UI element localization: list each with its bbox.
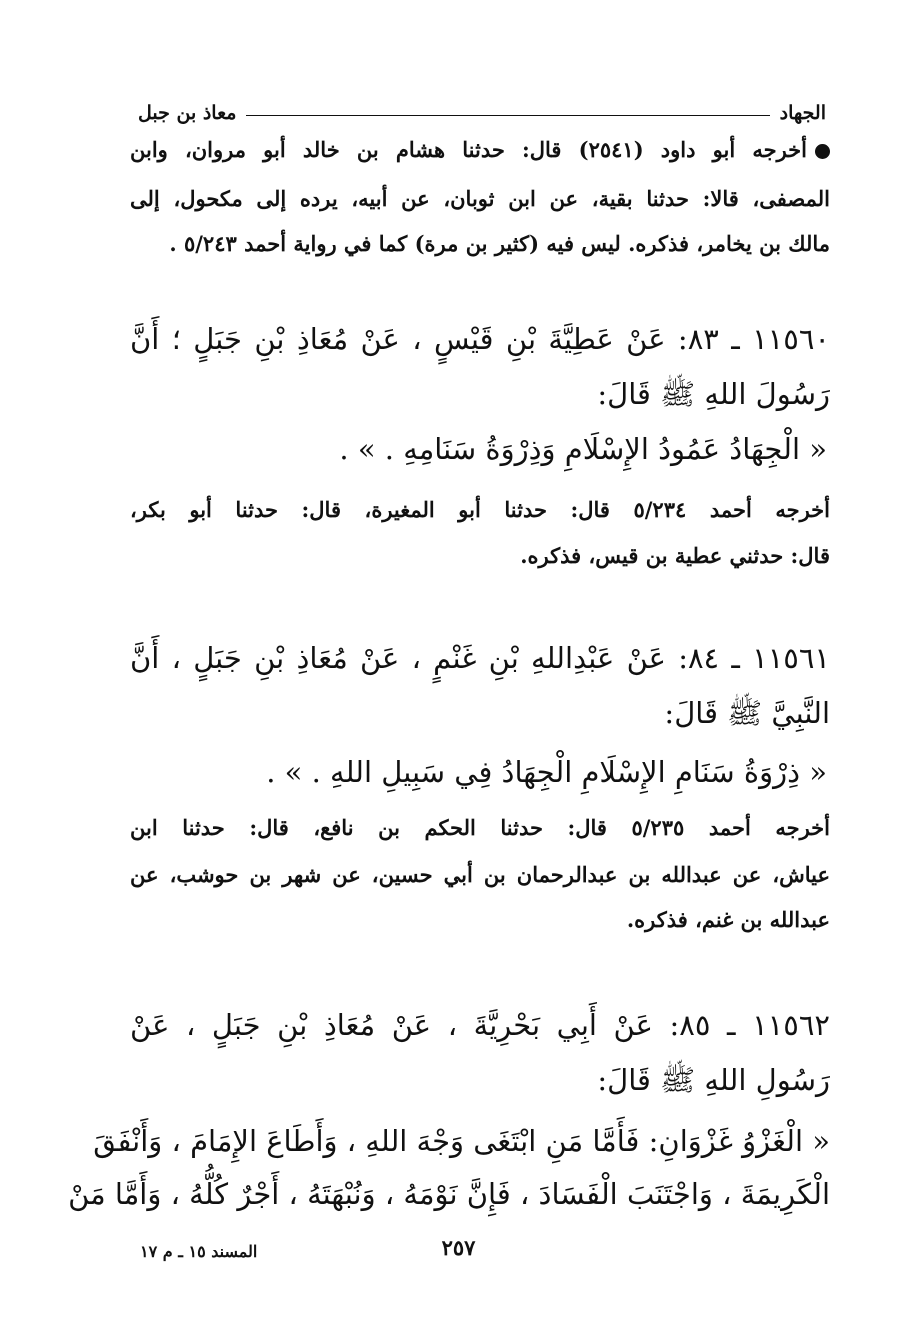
hadith-3-text-line-2: الْكَرِيمَةَ ، وَاجْتَنَبَ الْفَسَادَ ، فَإِنَّ نَوْمَهُ ، وَنُبْهَتَهُ ، أَجْرٌ كُلُّهُ ، وَأَمَّا مَنْ [68, 1177, 830, 1211]
hadith-2-takhrij-line-1: أخرجه أحمد ٥/٢٣٥ قال: حدثنا الحكم بن نافع، قال: حدثنا ابن [130, 815, 830, 840]
hadith-1-heading-line-1: ١١٥٦٠ ـ ٨٣: عَنْ عَطِيَّةَ بْنِ قَيْسٍ ، عَنْ مُعَاذِ بْنِ جَبَلٍ ؛ أَنَّ [130, 322, 830, 356]
hadith-2-takhrij-line-3: عبدالله بن غنم، فذكره. [626, 907, 830, 932]
hadith-1-takhrij-line-2: قال: حدثني عطية بن قيس، فذكره. [520, 543, 830, 568]
hadith-2-heading-line-2: النَّبِيَّ ﷺ قَالَ: [664, 696, 830, 730]
header-section-title: الجهاد [779, 102, 826, 124]
signature-mark: المسند ١٥ ـ م ١٧ [140, 1242, 258, 1261]
bullet-icon [815, 144, 830, 159]
header-rule [246, 115, 769, 116]
intro-line-1 [130, 137, 830, 162]
intro-line-3: مالك بن يخامر، فذكره. ليس فيه (كثير بن مرة) كما في رواية أحمد ٥/٢٤٣ . [169, 231, 830, 256]
hadith-3-heading-line-2: رَسُولِ اللهِ ﷺ قَالَ: [597, 1063, 830, 1097]
intro-line-1-text: أخرجه أبو داود (٢٥٤١) قال: حدثنا هشام بن خالد أبو مروان، وابن [130, 137, 808, 162]
hadith-1-takhrij-line-1: أخرجه أحمد ٥/٢٣٤ قال: حدثنا أبو المغيرة، قال: حدثنا أبو بكر، [130, 497, 830, 522]
hadith-2-heading-line-1: ١١٥٦١ ـ ٨٤: عَنْ عَبْدِاللهِ بْنِ غَنْمٍ ، عَنْ مُعَاذِ بْنِ جَبَلٍ ، أَنَّ [130, 641, 831, 675]
header-author-name: معاذ بن جبل [138, 102, 237, 124]
hadith-1-text: « الْجِهَادُ عَمُودُ الإِسْلَامِ وَذِرْوَةُ سَنَامِهِ . » . [339, 432, 827, 466]
hadith-3-heading-line-1: ١١٥٦٢ ـ ٨٥: عَنْ أَبِي بَحْرِيَّةَ ، عَنْ مُعَاذِ بْنِ جَبَلٍ ، عَنْ [130, 1008, 830, 1042]
page-number: ٢٥٧ [441, 1235, 476, 1260]
hadith-1-heading-line-2: رَسُولَ اللهِ ﷺ قَالَ: [597, 377, 830, 411]
running-header [138, 92, 826, 124]
hadith-3-text-line-1: « الْغَزْوُ غَزْوَانِ: فَأَمَّا مَنِ ابْتَغَى وَجْهَ اللهِ ، وَأَطَاعَ الإِمَامَ ، وَأَنْفَقَ [93, 1124, 830, 1158]
intro-line-2: المصفى، قالا: حدثنا بقية، عن ابن ثوبان، عن أبيه، يرده إلى مكحول، إلى [130, 186, 830, 211]
hadith-2-text: « ذِرْوَةُ سَنَامِ الإِسْلَامِ الْجِهَادُ فِي سَبِيلِ اللهِ . » . [266, 755, 827, 789]
hadith-2-takhrij-line-2: عياش، عن عبدالله بن عبدالرحمان بن أبي حسين، عن شهر بن حوشب، عن [130, 862, 830, 887]
